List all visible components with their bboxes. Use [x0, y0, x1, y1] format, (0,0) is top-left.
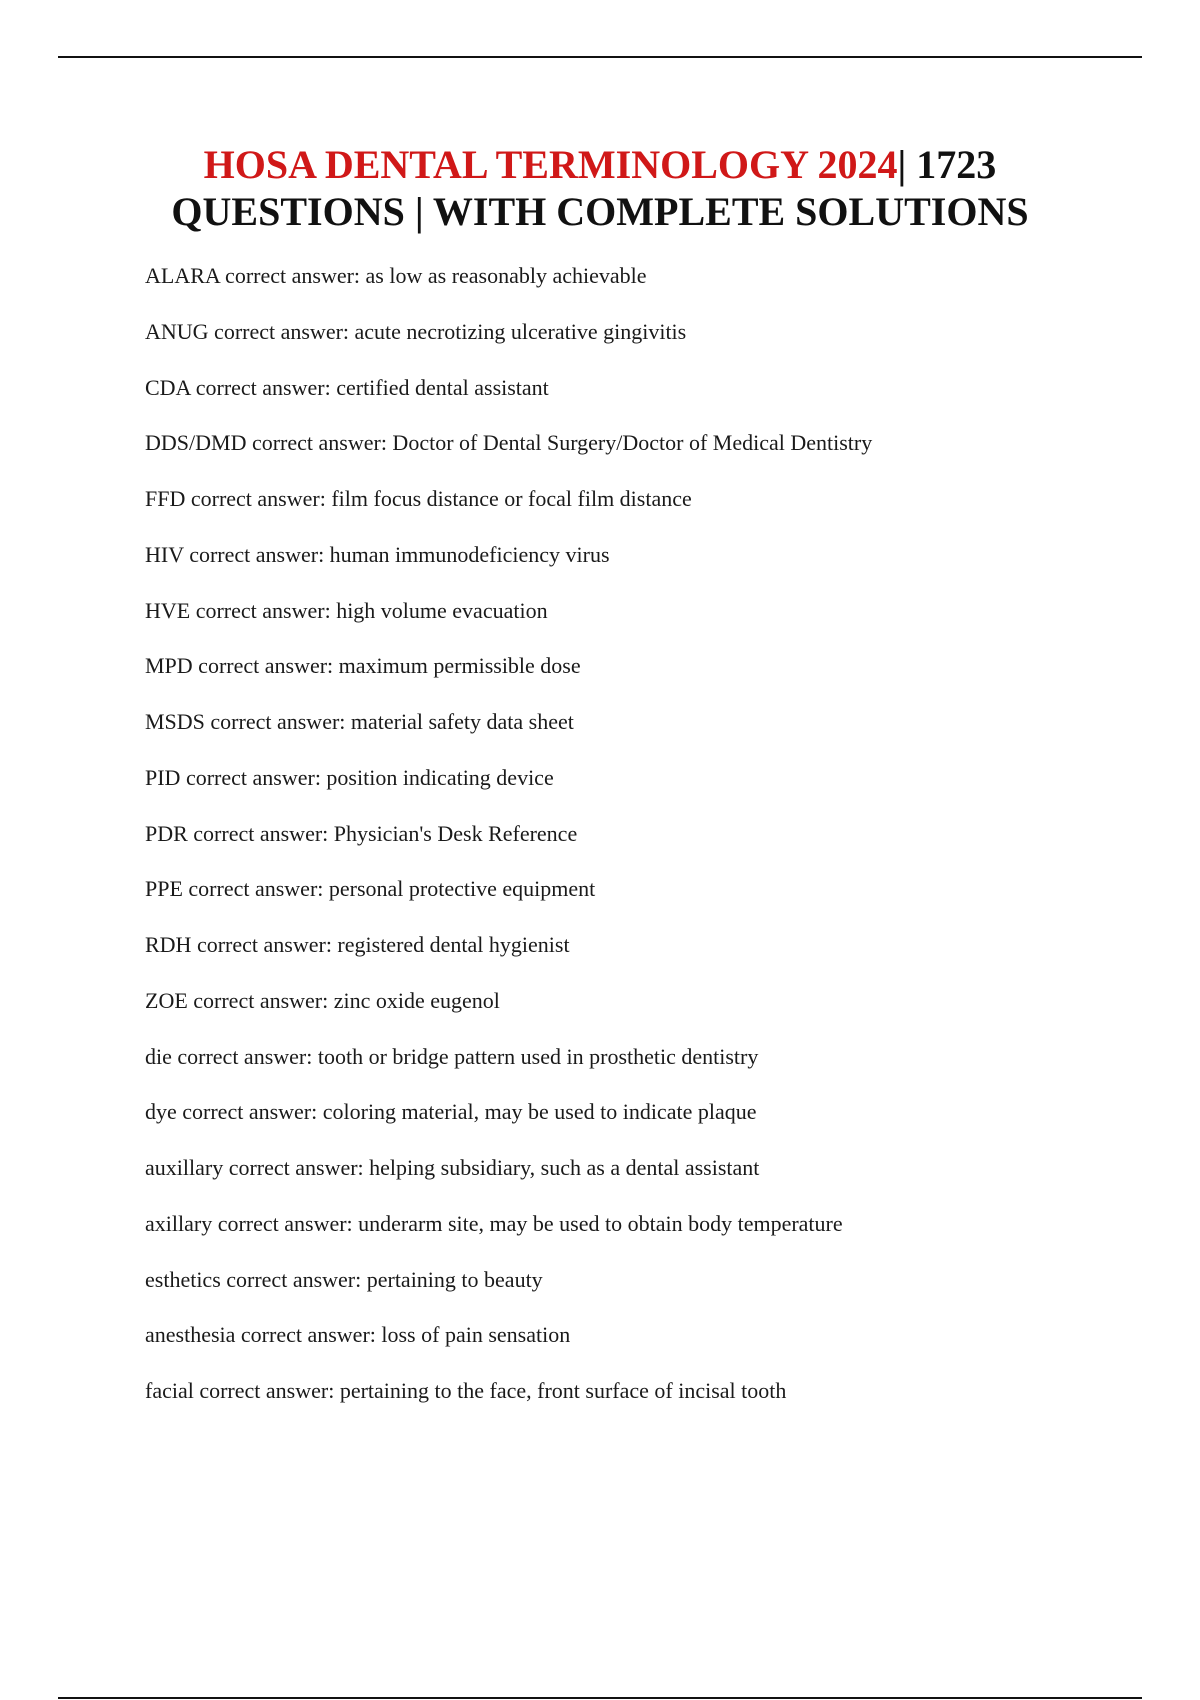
term-item: ANUG correct answer: acute necrotizing ulcerative gingivitis [145, 318, 687, 344]
term-item: HVE correct answer: high volume evacuation [145, 597, 548, 623]
document-title [0, 141, 1200, 235]
term-item: FFD correct answer: film focus distance or focal film distance [145, 486, 692, 511]
term-item: esthetics correct answer: pertaining to beauty [145, 1266, 543, 1292]
term-item: HIV correct answer: human immunodeficiency virus [145, 541, 610, 567]
term-item: DDS/DMD correct answer: Doctor of Dental Surgery/Doctor of Medical Dentistry [145, 430, 873, 456]
header-rule [58, 56, 1142, 58]
term-list [145, 262, 1145, 1433]
title-subtitle: QUESTIONS | WITH COMPLETE SOLUTIONS [171, 189, 1029, 234]
term-item: PPE correct answer: personal protective equipment [145, 876, 596, 902]
title-count: | 1723 [897, 142, 997, 187]
term-item: PDR correct answer: Physician's Desk Reference [145, 820, 578, 846]
term-item: dye correct answer: coloring material, may be used to indicate plaque [145, 1099, 757, 1125]
term-item: die correct answer: tooth or bridge pattern used in prosthetic dentistry [145, 1043, 759, 1069]
term-item: RDH correct answer: registered dental hygienist [145, 932, 570, 957]
term-item: PID correct answer: position indicating device [145, 764, 554, 790]
term-item: ZOE correct answer: zinc oxide eugenol [145, 987, 500, 1013]
term-item: anesthesia correct answer: loss of pain sensation [145, 1322, 571, 1348]
term-item: auxillary correct answer: helping subsidiary, such as a dental assistant [145, 1155, 760, 1180]
term-item: ALARA correct answer: as low as reasonably achievable [145, 263, 647, 288]
title-highlight: HOSA DENTAL TERMINOLOGY 2024 [203, 142, 898, 187]
term-item: MSDS correct answer: material safety data sheet [145, 709, 574, 734]
term-item: MPD correct answer: maximum permissible dose [145, 653, 581, 679]
term-item: axillary correct answer: underarm site, may be used to obtain body temperature [145, 1210, 843, 1236]
footer-rule [58, 1697, 1142, 1699]
term-item: CDA correct answer: certified dental assistant [145, 374, 549, 400]
term-item: facial correct answer: pertaining to the face, front surface of incisal tooth [145, 1378, 787, 1403]
